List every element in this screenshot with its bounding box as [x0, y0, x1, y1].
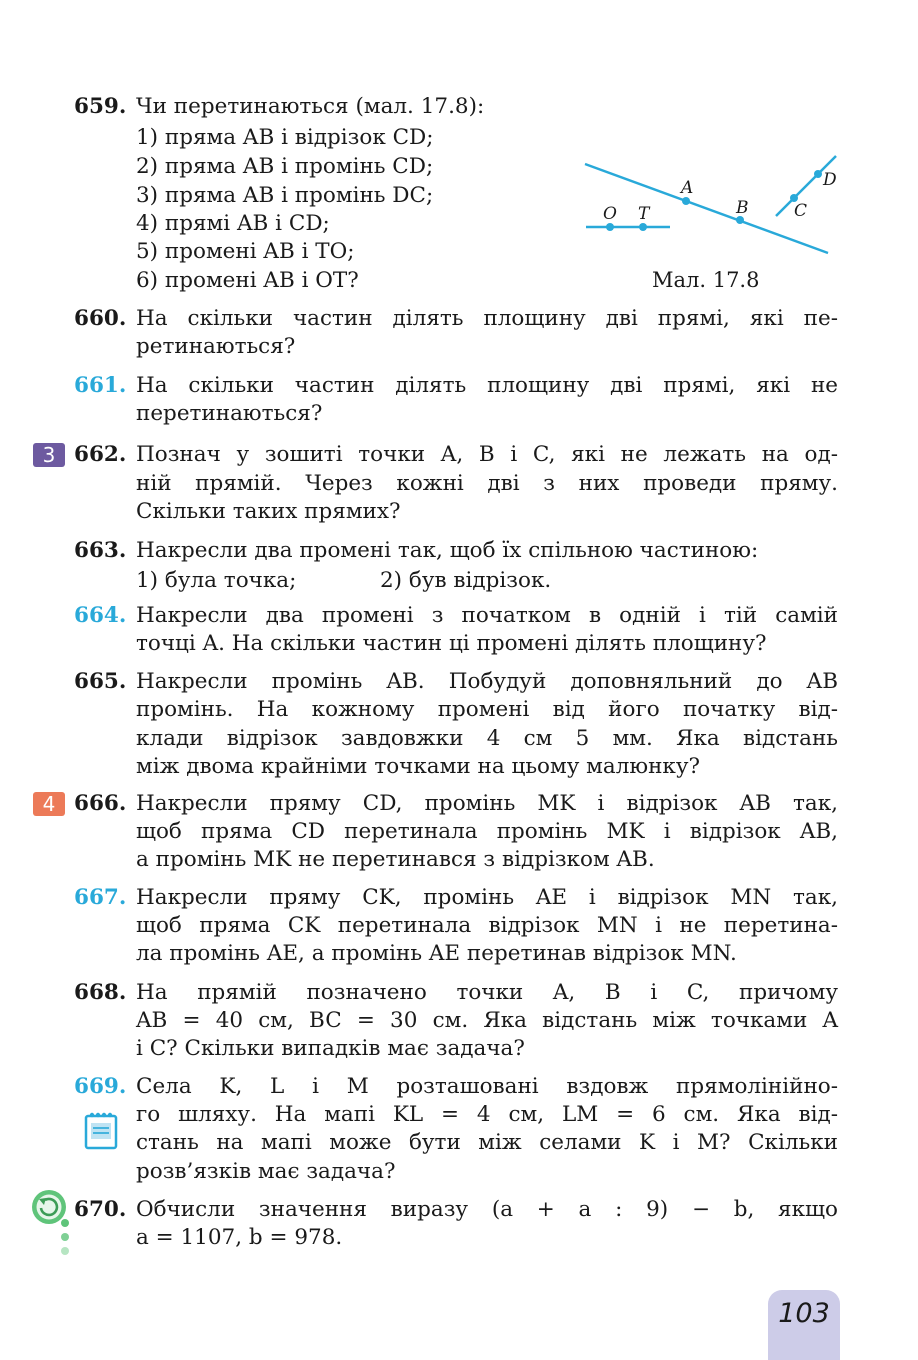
- problem-number: 664.: [74, 603, 127, 628]
- problem-text: перетинаються?: [136, 401, 323, 426]
- label-o: O: [603, 204, 617, 224]
- problem-text: Накресли пряму CD, промінь MK і відрізок AB так,: [136, 791, 838, 816]
- problem-number: 670.: [74, 1197, 127, 1222]
- problem-text: Скільки таких прямих?: [136, 499, 401, 524]
- problem-option: 6) промені AB і OT?: [136, 268, 359, 293]
- problem-text: AB = 40 см, BC = 30 см. Яка відстань між точками A: [136, 1008, 838, 1033]
- problem-text: Обчисли значення виразу (a + a : 9) − b, якщо: [136, 1197, 838, 1222]
- problem-option: 2) був відрізок.: [380, 568, 552, 593]
- problem-text: точці A. На скільки частин ці промені ділять площину?: [136, 631, 767, 656]
- difficulty-badge-3: 3: [33, 443, 65, 467]
- problem-text: Накресли два промені з початком в одній і тій самій: [136, 603, 838, 628]
- problem-text: клади відрізок завдовжки 4 см 5 мм. Яка відстань: [136, 726, 838, 751]
- page-number: 103: [778, 1298, 830, 1329]
- repeat-icon: [30, 1188, 70, 1264]
- problem-text: ній прямій. Через кожні дві з них проведи пряму.: [136, 471, 838, 496]
- problem-text: між двома крайніми точками на цьому малюнку?: [136, 754, 701, 779]
- problem-number: 666.: [74, 791, 127, 816]
- problem-option: 4) прямі AB і CD;: [136, 211, 330, 236]
- label-t: T: [638, 204, 650, 224]
- point-a: [682, 197, 690, 205]
- problem-text: Познач у зошиті точки A, B і C, які не лежать на од-: [136, 442, 838, 467]
- problem-number: 669.: [74, 1074, 127, 1099]
- difficulty-badge-4: 4: [33, 792, 65, 816]
- problem-text: a = 1107, b = 978.: [136, 1225, 343, 1250]
- problem-text: го шляху. На мапі KL = 4 см, LM = 6 см. Яка від-: [136, 1102, 838, 1127]
- problem-text: щоб пряма CD перетинала промінь MK і відрізок AB,: [136, 819, 838, 844]
- problem-number: 663.: [74, 538, 127, 563]
- problem-text: Накресли промінь AB. Побудуй доповняльний до AB: [136, 669, 838, 694]
- problem-option: 1) була точка;: [136, 568, 297, 593]
- problem-option: 2) пряма AB і промінь CD;: [136, 154, 434, 179]
- problem-text: ла промінь AE, а промінь AE перетинав відрізок MN.: [136, 941, 737, 966]
- problem-text: ретинаються?: [136, 334, 296, 359]
- problem-text: На скільки частин ділять площину дві прямі, які пе-: [136, 306, 838, 331]
- point-o: [606, 223, 614, 231]
- problem-number: 665.: [74, 669, 127, 694]
- problem-text: На прямій позначено точки A, B і C, причому: [136, 980, 838, 1005]
- problem-option: 1) пряма AB і відрізок CD;: [136, 125, 434, 150]
- label-b: B: [736, 198, 749, 218]
- label-a: A: [681, 178, 694, 198]
- label-c: C: [794, 201, 808, 221]
- point-t: [639, 223, 647, 231]
- problem-text: промінь. На кожному промені від його початку від-: [136, 697, 838, 722]
- problem-text: і C? Скільки випадків має задача?: [136, 1036, 525, 1061]
- problem-number: 668.: [74, 980, 127, 1005]
- point-d: [814, 170, 822, 178]
- problem-text: Накресли два промені так, щоб їх спільною частиною:: [136, 538, 759, 563]
- page-number-tab: [768, 1290, 840, 1360]
- problem-number: 661.: [74, 373, 127, 398]
- problem-text: а промінь MK не перетинався з відрізком AB.: [136, 847, 655, 872]
- label-d: D: [823, 170, 837, 190]
- problem-text: Накресли пряму CK, промінь AE і відрізок MN так,: [136, 885, 838, 910]
- line-ab: [585, 164, 828, 253]
- problem-option: 3) пряма AB і промінь DC;: [136, 183, 434, 208]
- problem-text: стань на мапі може бути між селами K і M? Скільки: [136, 1130, 838, 1155]
- problem-text: Села K, L і M розташовані вздовж прямолінійно-: [136, 1074, 838, 1099]
- problem-number: 667.: [74, 885, 127, 910]
- figure-caption: Мал. 17.8: [652, 268, 760, 292]
- problem-text: На скільки частин ділять площину дві прямі, які не: [136, 373, 838, 398]
- problem-text: Чи перетинаються (мал. 17.8):: [136, 94, 485, 119]
- notepad-icon: [84, 1110, 120, 1150]
- problem-number: 660.: [74, 306, 127, 331]
- problem-text: щоб пряма CK перетинала відрізок MN і не перетина-: [136, 913, 838, 938]
- problem-text: розв’язків має задача?: [136, 1159, 396, 1184]
- problem-option: 5) промені AB і TO;: [136, 239, 355, 264]
- problem-number: 659.: [74, 94, 127, 119]
- problem-number: 662.: [74, 442, 127, 467]
- figure-17-8: [580, 152, 840, 262]
